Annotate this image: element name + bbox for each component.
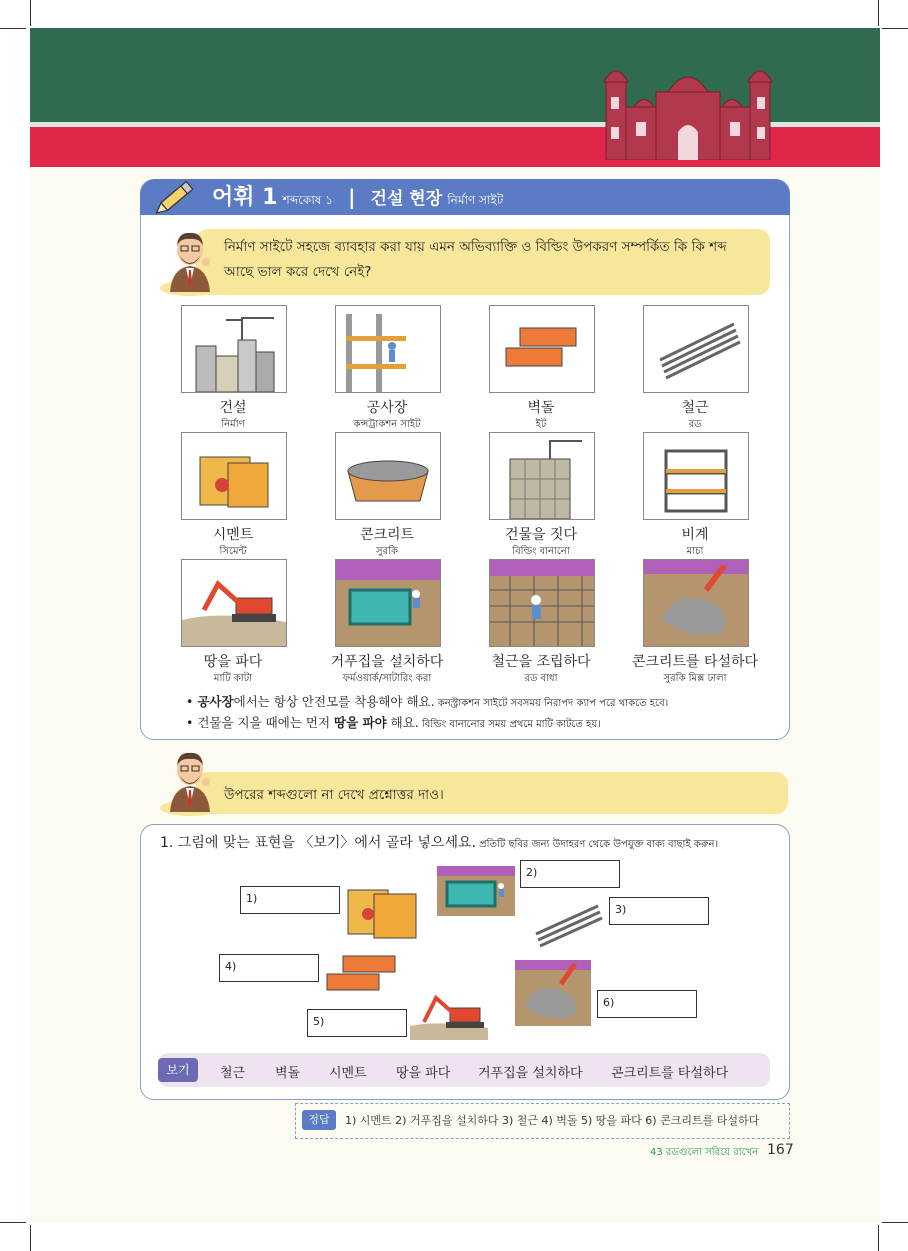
question-1-bn: প্রতিটি ছবির জন্য উদাহরণ থেকে উপযুক্ত বাক্য বাছাই করুন। [475, 839, 719, 850]
intro-line-2: আছে ভাল করে দেখে নেই? [224, 264, 372, 280]
question-1 [160, 832, 718, 854]
vocab-ko: 공사장 [366, 400, 408, 416]
blank-label: 6) [603, 996, 615, 1009]
fort-illustration [596, 52, 780, 160]
vocab-bn: কন্সট্রাকশন সাইট [353, 419, 421, 430]
card-rebar [643, 305, 749, 393]
picture-pour-concrete [515, 960, 591, 1026]
pencil-icon [156, 173, 200, 217]
note-1-bold: 공사장 [197, 694, 234, 709]
intro-line-1: নির্মাণ সাইটে সহজে ব্যাবহার করা যায় এমন অভিব্যাক্তি ও বিল্ডিং উপকরণ সম্পর্কিত কি কি শব্দ [224, 239, 727, 255]
vocab-bn: বিল্ডিং বানানো [512, 546, 570, 557]
vocab-bn: রড [688, 419, 702, 430]
card-scaffold [643, 432, 749, 520]
vocab-ko: 콘크리트를 타설하다 [631, 654, 759, 670]
picture-rebar [534, 900, 604, 950]
crop-mark [0, 28, 26, 29]
note-1-post: 에서는 항상 안전모를 착용해야 해요. [233, 694, 435, 709]
vocab-ko: 철근을 조립하다 [491, 654, 591, 670]
picture-dig-ground [410, 990, 488, 1040]
card-assemble-rebar [489, 559, 595, 647]
card-cement [181, 432, 287, 520]
vocab-ko: 시멘트 [212, 527, 254, 543]
answer-blank-4[interactable] [219, 954, 319, 982]
blank-label: 4) [225, 960, 237, 973]
vocab-ko: 벽돌 [527, 400, 555, 416]
note-2-bold: 땅을 파야 [334, 715, 387, 730]
card-pour-concrete [643, 559, 749, 647]
vocab-bn: সিমেন্ট [219, 546, 247, 557]
vocab-bn: ফর্মওয়ার্ক/সাটারিং করা [342, 673, 432, 684]
card-concrete [335, 432, 441, 520]
page-number: 167 [767, 1142, 794, 1158]
answer-blank-1[interactable] [240, 886, 340, 914]
note-1 [186, 692, 668, 713]
note-2-bn: বিল্ডিং বানানোর সময় প্রথমে মাটি কাটতে হয়। [418, 719, 601, 730]
vocab-ko: 땅을 파다 [203, 654, 263, 670]
teacher-avatar [160, 224, 224, 296]
title-separator: | [348, 185, 356, 209]
vocab-bn: ইট [535, 419, 547, 430]
example-word: 시멘트 [329, 1066, 367, 1081]
vocab-ko: 건설 [219, 400, 247, 416]
example-word: 거푸집을 설치하다 [478, 1066, 583, 1081]
question-1-ko: 1. 그림에 맞는 표현을 〈보기〉에서 골라 넣으세요. [160, 835, 476, 851]
note-2 [186, 713, 601, 734]
vocab-ko: 비계 [681, 527, 709, 543]
vocab-ko: 거푸집을 설치하다 [330, 654, 444, 670]
card-construction-site [335, 305, 441, 393]
picture-formwork [437, 866, 515, 916]
answer-key-label: 정답 [302, 1110, 336, 1130]
crop-mark [30, 0, 31, 26]
blank-label: 2) [526, 866, 538, 879]
vocab-bn: সুরকি মিক্স ঢালা [663, 673, 727, 684]
vocab-ko: 철근 [681, 400, 709, 416]
answer-blank-3[interactable] [609, 897, 709, 925]
picture-brick [323, 954, 399, 994]
teacher-avatar [160, 744, 224, 816]
note-1-bn: কনস্ট্রাকশন সাইটে সবসময় নিরাপদ ক্যাপ পরে থাকতে হবে। [434, 698, 669, 709]
picture-cement [344, 884, 420, 940]
vocab-ko: 건물을 짓다 [504, 527, 578, 543]
lesson-topic: 건설 현장 [370, 189, 443, 209]
intro-text [224, 235, 727, 285]
example-word: 콘크리트를 타설하다 [611, 1066, 729, 1081]
card-dig-ground [181, 559, 287, 647]
footer-caption: 43 রডগুলো সরিয়ে রাখেন [650, 1147, 759, 1158]
card-build-building [489, 432, 595, 520]
vocab-bn: সুরকি [376, 546, 398, 557]
answer-blank-2[interactable] [520, 860, 620, 888]
blank-label: 3) [615, 903, 627, 916]
lesson-number: 어휘 1 [212, 185, 278, 210]
blank-label: 5) [313, 1015, 325, 1028]
note-2-post: 해요. [386, 715, 419, 730]
vocab-bn: নির্মাণ [221, 419, 245, 430]
vocab-bn: মাচা [686, 546, 704, 557]
crop-mark [30, 1225, 31, 1251]
answer-blank-5[interactable] [307, 1009, 407, 1037]
example-word: 벽돌 [275, 1066, 301, 1081]
blank-label: 1) [246, 892, 258, 905]
example-word: 땅을 파다 [396, 1066, 451, 1081]
example-label: 보기 [158, 1058, 198, 1082]
crop-mark [882, 1222, 908, 1223]
lesson-topic-bn: নির্মাণ সাইট [447, 193, 504, 207]
card-brick [489, 305, 595, 393]
crop-mark [0, 1222, 26, 1223]
vocab-bn: রড বাধা [524, 673, 558, 684]
note-2-pre: • 건물을 지을 때에는 먼저 [186, 715, 334, 730]
instruction-text: উপরের শব্দগুলো না দেখে প্রশ্নোত্তর দাও। [224, 787, 444, 803]
answer-key-text: 1) 시멘트 2) 거푸집을 설치하다 3) 철근 4) 벽돌 5) 땅을 파다 6) 콘크리트를 타설하다 [345, 1114, 760, 1127]
crop-mark [882, 28, 908, 29]
vocab-bn: মাটি কাটা [213, 673, 253, 684]
example-word: 철근 [220, 1066, 246, 1081]
crop-mark [878, 1225, 879, 1251]
card-install-formwork [335, 559, 441, 647]
lesson-number-bn: শব্দকোষ ১ [282, 193, 334, 207]
lesson-title [212, 179, 503, 215]
answer-blank-6[interactable] [597, 990, 697, 1018]
vocab-ko: 콘크리트 [359, 527, 415, 543]
crop-mark [878, 0, 879, 26]
note-1-pre: • [186, 694, 198, 709]
card-construction [181, 305, 287, 393]
